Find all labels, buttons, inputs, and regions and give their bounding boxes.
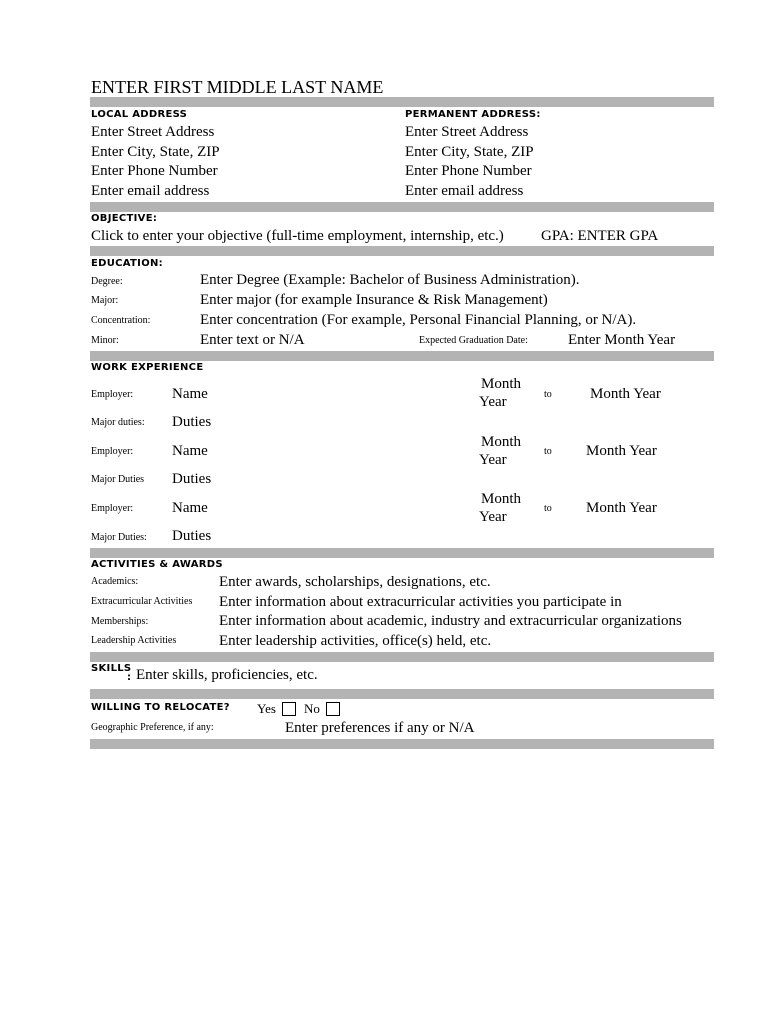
full-name[interactable]: ENTER FIRST MIDDLE LAST NAME <box>91 77 384 97</box>
end-date[interactable]: Month Year <box>590 386 661 402</box>
date-separator: to <box>544 389 552 400</box>
end-date[interactable]: Month Year <box>586 443 657 459</box>
gpa-value[interactable]: GPA: ENTER GPA <box>541 228 659 244</box>
employer-label: Employer: <box>91 446 134 457</box>
skills-heading: SKILLS <box>91 663 132 674</box>
local-phone[interactable]: Enter Phone Number <box>91 163 218 179</box>
section-divider <box>90 689 714 699</box>
duties-value[interactable]: Duties <box>172 414 212 430</box>
start-year[interactable]: Year <box>479 509 507 525</box>
major-label: Major: <box>91 295 119 306</box>
employer-name[interactable]: Name <box>172 443 208 459</box>
employer-label: Employer: <box>91 389 134 400</box>
leadership-value[interactable]: Enter leadership activities, office(s) held, etc. <box>219 633 492 649</box>
minor-label: Minor: <box>91 335 119 346</box>
no-label: No <box>304 701 320 716</box>
leadership-label: Leadership Activities <box>91 635 177 646</box>
permanent-phone[interactable]: Enter Phone Number <box>405 163 532 179</box>
memberships-label: Memberships: <box>91 616 149 627</box>
relocate-heading: WILLING TO RELOCATE? <box>91 702 230 713</box>
geographic-preference-value[interactable]: Enter preferences if any or N/A <box>285 720 475 736</box>
education-heading: EDUCATION: <box>91 258 163 269</box>
section-divider <box>90 246 714 256</box>
geographic-preference-label: Geographic Preference, if any: <box>91 722 214 733</box>
section-divider <box>90 739 714 749</box>
date-separator: to <box>544 446 552 457</box>
work-experience-heading: WORK EXPERIENCE <box>91 362 204 373</box>
memberships-value[interactable]: Enter information about academic, industry and extracurricular organizations <box>219 613 682 629</box>
permanent-street[interactable]: Enter Street Address <box>405 124 529 140</box>
concentration-label: Concentration: <box>91 315 151 326</box>
graduation-value[interactable]: Enter Month Year <box>568 332 676 348</box>
yes-checkbox[interactable] <box>282 702 296 716</box>
section-divider <box>90 202 714 212</box>
start-year[interactable]: Year <box>479 452 507 468</box>
academics-value[interactable]: Enter awards, scholarships, designations, etc. <box>219 574 491 590</box>
skills-value[interactable]: Enter skills, proficiencies, etc. <box>136 667 318 683</box>
major-value[interactable]: Enter major (for example Insurance & Risk Management) <box>200 292 548 308</box>
degree-label: Degree: <box>91 276 123 287</box>
minor-value[interactable]: Enter text or N/A <box>200 332 305 348</box>
objective-text[interactable]: Click to enter your objective (full-time employment, internship, etc.) <box>91 228 504 244</box>
date-separator: to <box>544 503 552 514</box>
no-checkbox[interactable] <box>326 702 340 716</box>
section-divider <box>90 548 714 558</box>
degree-value[interactable]: Enter Degree (Example: Bachelor of Business Administration). <box>200 272 580 288</box>
yes-label: Yes <box>257 701 276 716</box>
extracurricular-value[interactable]: Enter information about extracurricular activities you participate in <box>219 594 622 610</box>
employer-name[interactable]: Name <box>172 500 208 516</box>
graduation-label: Expected Graduation Date: <box>419 335 528 346</box>
section-divider <box>90 97 714 107</box>
employer-label: Employer: <box>91 503 134 514</box>
duties-value[interactable]: Duties <box>172 471 212 487</box>
concentration-value[interactable]: Enter concentration (For example, Personal Financial Planning, or N/A). <box>200 312 637 328</box>
start-year[interactable]: Year <box>479 394 507 410</box>
duties-label: Major duties: <box>91 417 145 428</box>
local-city[interactable]: Enter City, State, ZIP <box>91 144 220 160</box>
extracurricular-label: Extracurricular Activities <box>91 596 193 607</box>
end-date[interactable]: Month Year <box>586 500 657 516</box>
permanent-email[interactable]: Enter email address <box>405 183 524 199</box>
local-street[interactable]: Enter Street Address <box>91 124 215 140</box>
start-month[interactable]: Month <box>481 434 522 450</box>
permanent-address-heading: PERMANENT ADDRESS: <box>405 109 541 120</box>
start-month[interactable]: Month <box>481 376 522 392</box>
academics-label: Academics: <box>91 576 139 587</box>
duties-label: Major Duties <box>91 474 145 485</box>
permanent-city[interactable]: Enter City, State, ZIP <box>405 144 534 160</box>
local-address-heading: LOCAL ADDRESS <box>91 109 188 120</box>
duties-value[interactable]: Duties <box>172 528 212 544</box>
objective-heading: OBJECTIVE: <box>91 213 158 224</box>
duties-label: Major Duties: <box>91 532 147 543</box>
activities-heading: ACTIVITIES & AWARDS <box>91 559 223 570</box>
local-email[interactable]: Enter email address <box>91 183 210 199</box>
section-divider <box>90 652 714 662</box>
start-month[interactable]: Month <box>481 491 522 507</box>
section-divider <box>90 351 714 361</box>
employer-name[interactable]: Name <box>172 386 208 402</box>
skills-colon: : <box>127 672 132 683</box>
